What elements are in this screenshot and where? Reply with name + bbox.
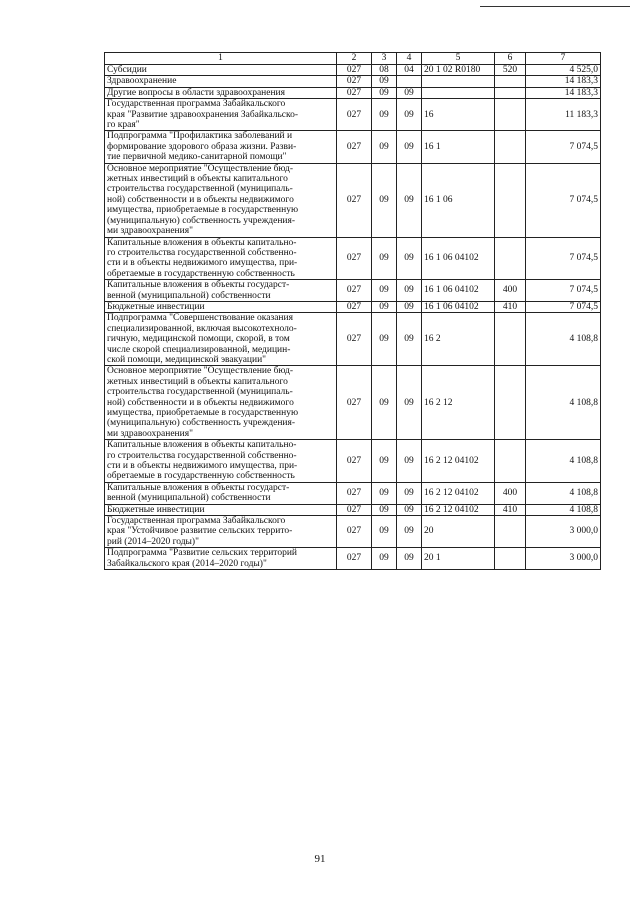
item-name-line: сти и в объекты недвижимого имущества, при- — [107, 461, 298, 472]
expense-type-cell — [495, 163, 526, 237]
header-cell: 5 — [422, 53, 495, 65]
subsection-code-cell: 09 — [397, 99, 422, 131]
ministry-code-cell: 027 — [337, 131, 372, 163]
item-name-line: Другие вопросы в области здравоохранения — [107, 87, 286, 98]
section-code-cell: 09 — [372, 131, 397, 163]
amount-cell: 11 183,3 — [526, 99, 601, 131]
subsection-code-cell: 09 — [397, 482, 422, 504]
target-article-cell: 20 1 02 R0180 — [422, 65, 495, 76]
item-name-cell — [105, 65, 337, 76]
item-name-cell — [105, 301, 337, 312]
table-row — [105, 516, 601, 548]
table-row — [105, 76, 601, 87]
section-code-cell: 09 — [372, 313, 397, 366]
item-name-line: Капитальные вложения в объекты государст- — [107, 280, 290, 291]
table-row — [105, 87, 601, 98]
subsection-code-cell: 09 — [397, 440, 422, 483]
item-name-line: го строительства государственной собственно- — [107, 450, 297, 461]
item-name-cell — [105, 548, 337, 570]
item-name-line: Подпрограмма "Совершенствование оказания — [107, 313, 293, 324]
item-name-cell — [105, 516, 337, 548]
item-name-line: Основное мероприятие "Осуществление бюд- — [107, 163, 294, 174]
item-name-line: имущества, приобретаемые в государственную — [107, 408, 299, 418]
expense-type-cell — [495, 516, 526, 548]
table-row — [105, 440, 601, 483]
table-row — [105, 237, 601, 280]
header-cell: 2 — [337, 53, 372, 65]
table-row — [105, 482, 601, 504]
amount-cell: 4 108,8 — [526, 482, 601, 504]
expense-type-cell — [495, 87, 526, 98]
item-name-line: ной) собственности и в объекты недвижимого — [107, 397, 294, 408]
table-row — [105, 131, 601, 163]
item-name-line: строительства государственной (муниципаль- — [107, 387, 293, 398]
subsection-code-cell — [397, 76, 422, 87]
ministry-code-cell: 027 — [337, 99, 372, 131]
subsection-code-cell: 04 — [397, 65, 422, 76]
ministry-code-cell: 027 — [337, 313, 372, 366]
target-article-cell: 16 1 06 04102 — [422, 237, 495, 280]
ministry-code-cell: 027 — [337, 65, 372, 76]
amount-cell: 14 183,3 — [526, 76, 601, 87]
item-name-line: Основное мероприятие "Осуществление бюд- — [107, 366, 294, 377]
amount-cell: 7 074,5 — [526, 280, 601, 302]
target-article-cell — [422, 76, 495, 87]
expense-type-cell — [495, 366, 526, 440]
target-article-cell: 16 2 12 — [422, 366, 495, 440]
item-name-line: ми здравоохранения" — [107, 226, 193, 237]
item-name-cell — [105, 237, 337, 280]
item-name-line: ской помощи, медицинской эвакуации" — [107, 354, 267, 365]
section-code-cell: 09 — [372, 76, 397, 87]
amount-cell: 7 074,5 — [526, 131, 601, 163]
section-code-cell: 09 — [372, 163, 397, 237]
header-row — [105, 53, 601, 65]
header-cell: 4 — [397, 53, 422, 65]
table-row — [105, 163, 601, 237]
item-name-line: рий (2014–2020 годы)" — [107, 536, 199, 547]
amount-cell: 3 000,0 — [526, 516, 601, 548]
item-name-cell — [105, 163, 337, 237]
item-name-cell — [105, 99, 337, 131]
section-code-cell: 09 — [372, 87, 397, 98]
subsection-code-cell: 09 — [397, 548, 422, 570]
subsection-code-cell: 09 — [397, 301, 422, 312]
section-code-cell: 09 — [372, 482, 397, 504]
section-code-cell: 09 — [372, 366, 397, 440]
target-article-cell: 20 — [422, 516, 495, 548]
item-name-line: обретаемые в государственную собственность — [107, 471, 295, 482]
item-name-line: ной) собственности и в объекты недвижимого — [107, 194, 294, 205]
item-name-line: Капитальные вложения в объекты капитально- — [107, 237, 297, 248]
page-number: 91 — [314, 853, 326, 865]
target-article-cell: 16 2 — [422, 313, 495, 366]
item-name-line: специализированной, включая высокотехноло- — [107, 323, 297, 334]
item-name-line: ми здравоохранения" — [107, 428, 193, 439]
item-name-cell — [105, 504, 337, 515]
table-row — [105, 504, 601, 515]
amount-cell: 4 108,8 — [526, 313, 601, 366]
item-name-line: обретаемые в государственную собственность — [107, 268, 295, 279]
amount-cell: 7 074,5 — [526, 301, 601, 312]
target-article-cell: 16 1 06 — [422, 163, 495, 237]
expense-type-cell — [495, 99, 526, 131]
table-row — [105, 99, 601, 131]
expense-type-cell: 410 — [495, 301, 526, 312]
section-code-cell: 09 — [372, 237, 397, 280]
item-name-line: Здравоохранение — [107, 76, 177, 87]
section-code-cell: 09 — [372, 548, 397, 570]
item-name-cell — [105, 482, 337, 504]
ministry-code-cell: 027 — [337, 76, 372, 87]
ministry-code-cell: 027 — [337, 482, 372, 504]
item-name-line: Капитальные вложения в объекты государст- — [107, 482, 290, 493]
item-name-line: (муниципальную) собственность учреждения- — [107, 418, 296, 429]
ministry-code-cell: 027 — [337, 504, 372, 515]
expense-type-cell: 400 — [495, 280, 526, 302]
expense-type-cell: 400 — [495, 482, 526, 504]
table-row — [105, 548, 601, 570]
target-article-cell: 20 1 — [422, 548, 495, 570]
item-name-line: формирование здорового образа жизни. Разви- — [107, 141, 297, 152]
subsection-code-cell: 09 — [397, 313, 422, 366]
ministry-code-cell: 027 — [337, 366, 372, 440]
amount-cell: 7 074,5 — [526, 237, 601, 280]
subsection-code-cell: 09 — [397, 163, 422, 237]
subsection-code-cell: 09 — [397, 131, 422, 163]
amount-cell: 7 074,5 — [526, 163, 601, 237]
amount-cell: 4 108,8 — [526, 504, 601, 515]
item-name-line: тие первичной медико-санитарной помощи" — [107, 152, 287, 163]
subsection-code-cell: 09 — [397, 237, 422, 280]
expense-type-cell — [495, 548, 526, 570]
table-row — [105, 366, 601, 440]
top-rule — [480, 6, 630, 7]
section-code-cell: 09 — [372, 504, 397, 515]
amount-cell: 4 108,8 — [526, 440, 601, 483]
item-name-line: жетных инвестиций в объекты капитального — [107, 174, 288, 185]
expense-type-cell — [495, 313, 526, 366]
subsection-code-cell: 09 — [397, 516, 422, 548]
item-name-line: го строительства государственной собственно- — [107, 247, 297, 258]
item-name-line: Бюджетные инвестиции — [107, 301, 205, 312]
table-row — [105, 65, 601, 76]
table-row — [105, 313, 601, 366]
item-name-line: Бюджетные инвестиции — [107, 504, 205, 515]
item-name-cell — [105, 440, 337, 483]
target-article-cell: 16 2 12 04102 — [422, 482, 495, 504]
budget-table — [104, 52, 601, 570]
header-cell: 7 — [526, 53, 601, 65]
item-name-line: сти и в объекты недвижимого имущества, при- — [107, 258, 298, 269]
item-name-line: жетных инвестиций в объекты капитального — [107, 376, 288, 387]
table-row — [105, 301, 601, 312]
target-article-cell: 16 2 12 04102 — [422, 440, 495, 483]
table-row — [105, 280, 601, 302]
subsection-code-cell: 09 — [397, 366, 422, 440]
subsection-code-cell: 09 — [397, 280, 422, 302]
item-name-line: строительства государственной (муниципаль- — [107, 184, 293, 195]
item-name-line: венной (муниципальной) собственности — [107, 493, 271, 504]
ministry-code-cell: 027 — [337, 516, 372, 548]
header-cell: 1 — [105, 53, 337, 65]
item-name-line: Государственная программа Забайкальского — [107, 516, 286, 527]
expense-type-cell — [495, 440, 526, 483]
ministry-code-cell: 027 — [337, 163, 372, 237]
header-cell: 6 — [495, 53, 526, 65]
amount-cell: 14 183,3 — [526, 87, 601, 98]
subsection-code-cell: 09 — [397, 87, 422, 98]
target-article-cell: 16 — [422, 99, 495, 131]
amount-cell: 4 108,8 — [526, 366, 601, 440]
item-name-line: Подпрограмма "Развитие сельских территорий — [107, 548, 298, 559]
ministry-code-cell: 027 — [337, 87, 372, 98]
item-name-line: венной (муниципальной) собственности — [107, 290, 271, 301]
target-article-cell: 16 2 12 04102 — [422, 504, 495, 515]
section-code-cell: 09 — [372, 280, 397, 302]
item-name-line: Подпрограмма "Профилактика заболеваний и — [107, 131, 293, 142]
amount-cell: 3 000,0 — [526, 548, 601, 570]
target-article-cell: 16 1 06 04102 — [422, 301, 495, 312]
item-name-line: края "Развитие здравоохранения Забайкальско- — [107, 109, 299, 120]
subsection-code-cell: 09 — [397, 504, 422, 515]
item-name-line: (муниципальную) собственность учреждения- — [107, 215, 296, 226]
expense-type-cell — [495, 237, 526, 280]
item-name-line: Субсидии — [107, 65, 147, 75]
ministry-code-cell: 027 — [337, 548, 372, 570]
section-code-cell: 09 — [372, 99, 397, 131]
ministry-code-cell: 027 — [337, 237, 372, 280]
section-code-cell: 09 — [372, 301, 397, 312]
amount-cell: 4 525,0 — [526, 65, 601, 76]
expense-type-cell: 410 — [495, 504, 526, 515]
item-name-line: числе скорой специализированной, медицин- — [107, 344, 291, 355]
section-code-cell: 08 — [372, 65, 397, 76]
ministry-code-cell: 027 — [337, 440, 372, 483]
item-name-cell — [105, 313, 337, 366]
expense-type-cell — [495, 131, 526, 163]
ministry-code-cell: 027 — [337, 301, 372, 312]
section-code-cell: 09 — [372, 440, 397, 483]
item-name-line: края "Устойчивое развитие сельских террито- — [107, 526, 293, 537]
ministry-code-cell: 027 — [337, 280, 372, 302]
section-code-cell: 09 — [372, 516, 397, 548]
item-name-cell — [105, 76, 337, 87]
item-name-line: Забайкальского края (2014–2020 годы)" — [107, 558, 267, 569]
target-article-cell — [422, 87, 495, 98]
item-name-cell — [105, 366, 337, 440]
item-name-line: Государственная программа Забайкальского — [107, 99, 286, 110]
target-article-cell: 16 1 — [422, 131, 495, 163]
item-name-cell — [105, 87, 337, 98]
item-name-line: имущества, приобретаемые в государственную — [107, 205, 299, 216]
item-name-cell — [105, 131, 337, 163]
expense-type-cell: 520 — [495, 65, 526, 76]
expense-type-cell — [495, 76, 526, 87]
target-article-cell: 16 1 06 04102 — [422, 280, 495, 302]
header-cell: 3 — [372, 53, 397, 65]
item-name-cell — [105, 280, 337, 302]
item-name-line: Капитальные вложения в объекты капитально- — [107, 440, 297, 451]
item-name-line: гичную, медицинской помощи, скорой, в том — [107, 334, 290, 345]
item-name-line: го края" — [107, 120, 140, 131]
